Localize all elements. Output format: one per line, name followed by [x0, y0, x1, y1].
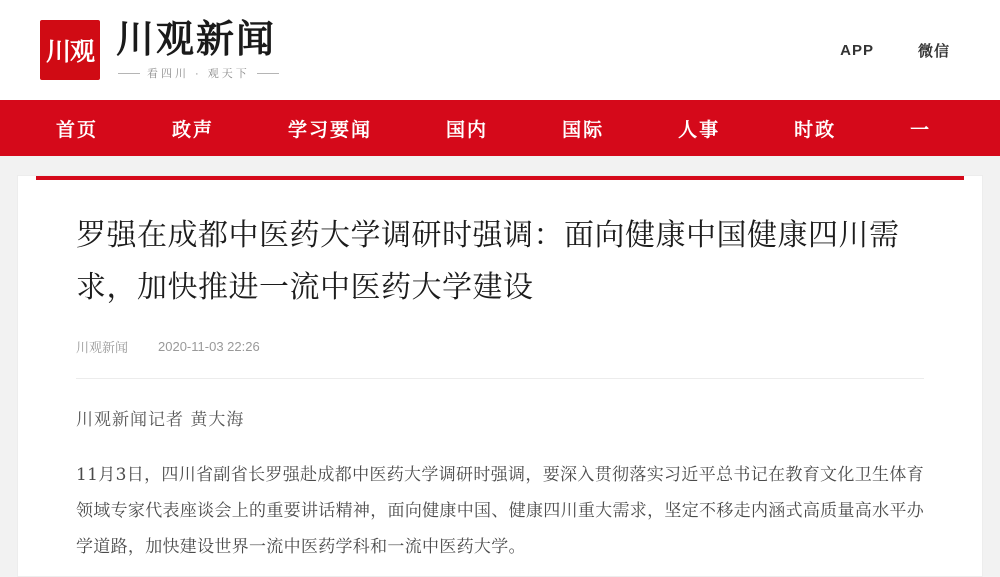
article-card [18, 176, 982, 576]
logo-rule-right [257, 73, 279, 74]
site-header [0, 0, 1000, 100]
logo-title: 川观新闻 [116, 15, 277, 61]
article-source: 川观新闻 [76, 340, 129, 356]
nav-item-zhengsheng[interactable]: 政声 [172, 119, 215, 141]
main-navigation [0, 100, 1000, 156]
nav-item-shizheng[interactable]: 时政 [794, 119, 837, 141]
article-body [76, 458, 924, 565]
meta-divider [76, 378, 924, 379]
logo-subtitle-row [118, 65, 279, 81]
logo-subtitle: 看四川 · 观天下 [147, 68, 250, 81]
nav-item-more[interactable]: 一 [910, 119, 932, 141]
nav-item-renshi[interactable]: 人事 [678, 119, 721, 141]
article-byline: 川观新闻记者 黄大海 [76, 410, 245, 431]
article-timestamp: 2020-11-03 22:26 [158, 339, 260, 355]
logo-rule-left [118, 73, 140, 74]
content-area [0, 156, 1000, 577]
article-paragraph: 11月3日，四川省副省长罗强赴成都中医药大学调研时强调，要深入贯彻落实习近平总书记在教育文化卫生体育领域专家代表座谈会上的重要讲话精神，面向健康中国、健康四川重大需求，坚定不移走内涵式高质量高水平办学道路，加快建设世界一流中医药学科和一流中医药大学。 [76, 465, 924, 557]
nav-item-home[interactable]: 首页 [56, 119, 99, 141]
logo-text [116, 15, 279, 82]
nav-items [0, 115, 1000, 142]
header-link-wechat[interactable]: 微信 [917, 42, 950, 60]
nav-item-guoji[interactable]: 国际 [562, 119, 605, 141]
site-logo[interactable] [40, 15, 279, 82]
page-title: 罗强在成都中医药大学调研时强调：面向健康中国健康四川需求，加快推进一流中医药大学建设 [76, 218, 900, 305]
logo-mark-icon: 川观 [40, 20, 100, 80]
card-accent-rule [36, 176, 964, 180]
header-links [840, 40, 960, 61]
nav-item-guonei[interactable]: 国内 [446, 119, 489, 141]
article-meta [76, 337, 924, 356]
nav-item-xuexiyaowen[interactable]: 学习要闻 [288, 119, 373, 141]
header-link-app[interactable]: APP [840, 41, 874, 59]
